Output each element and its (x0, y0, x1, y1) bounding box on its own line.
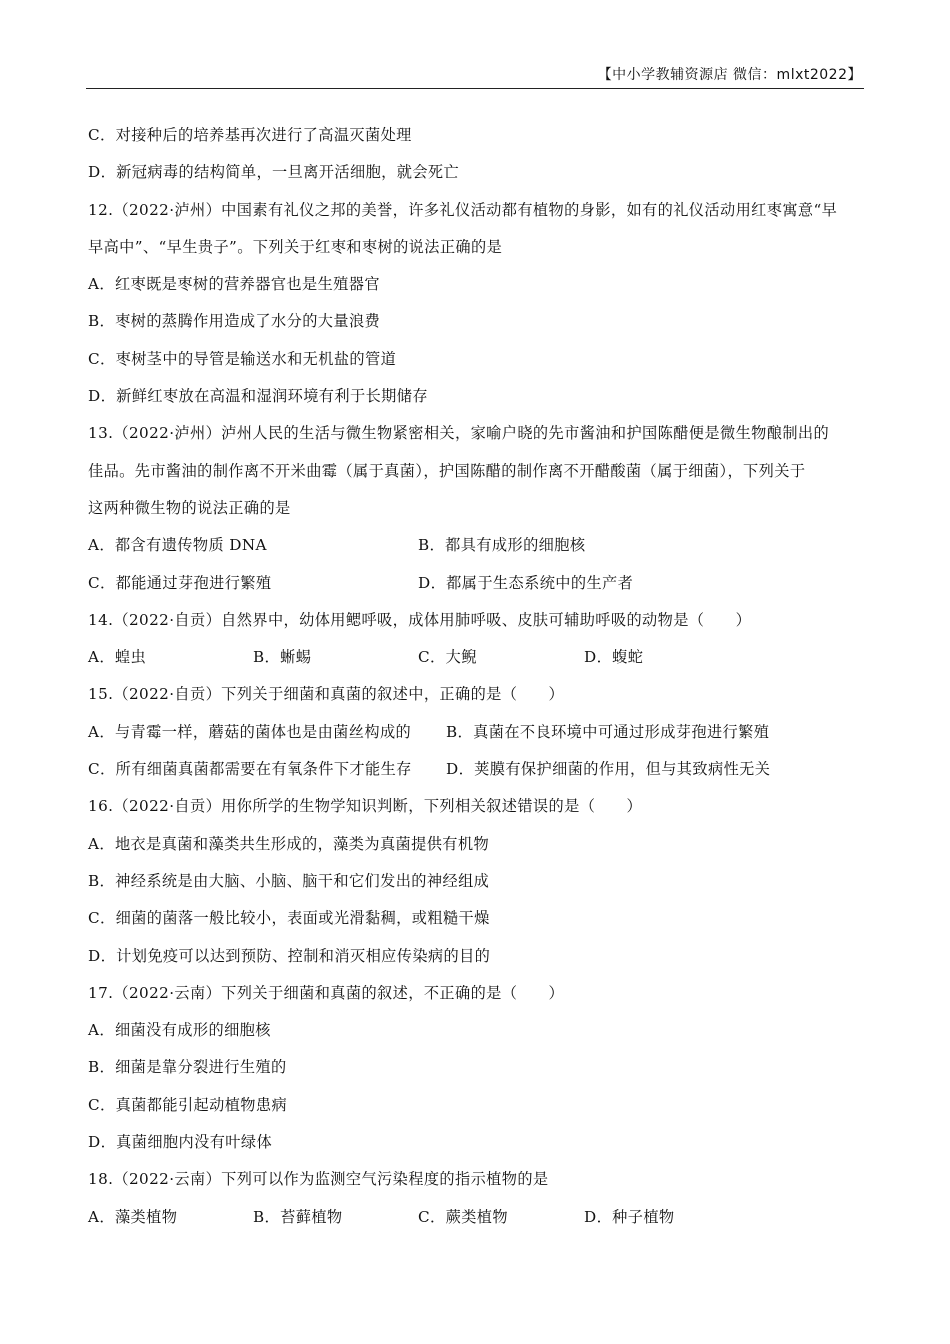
question-stem: 18.（2022·云南）下列可以作为监测空气污染程度的指示植物的是 (88, 1170, 549, 1189)
option-line: C．对接种后的培养基再次进行了高温灭菌处理 (88, 126, 412, 144)
option-line: B．枣树的蒸腾作用造成了水分的大量浪费 (88, 312, 381, 331)
option-d: D．真菌细胞内没有叶绿体 (88, 1133, 273, 1152)
question-stem: 佳品。先市酱油的制作离不开米曲霉（属于真菌），护国陈醋的制作离不开醋酸菌（属于细菌），下列关于 (88, 461, 806, 480)
option-b: B．真菌在不良环境中可通过形成芽孢进行繁殖 (446, 722, 770, 741)
question-stem: 16.（2022·自贡）用你所学的生物学知识判断，下列相关叙述错误的是（ ） (88, 797, 643, 816)
question-stem: 12.（2022·泸州）中国素有礼仪之邦的美誉，许多礼仪活动都有植物的身影，如有的礼仪活动用红枣寓意“早 (88, 200, 838, 219)
option-b: B．细菌是靠分裂进行生殖的 (88, 1058, 287, 1077)
question-stem: 17.（2022·云南）下列关于细菌和真菌的叙述，不正确的是（ ） (88, 983, 565, 1002)
option-row (88, 527, 868, 564)
option-c: C．蕨类植物 (418, 1207, 508, 1226)
option-a: A．与青霉一样，蘑菇的菌体也是由菌丝构成的 (88, 722, 412, 741)
option-row (88, 565, 868, 602)
option-line: D．新鲜红枣放在高温和湿润环境有利于长期储存 (88, 387, 428, 406)
option-line: C．枣树茎中的导管是输送水和无机盐的管道 (88, 349, 397, 368)
option-line: D．新冠病毒的结构简单，一旦离开活细胞，就会死亡 (88, 163, 460, 182)
question-stem: 早高中”、“早生贵子”。下列关于红枣和枣树的说法正确的是 (88, 237, 503, 256)
question-stem: 这两种微生物的说法正确的是 (88, 498, 291, 517)
option-b: B．苔藓植物 (253, 1207, 343, 1226)
option-d: D．蝮蛇 (584, 648, 644, 667)
option-a: A．地衣是真菌和藻类共生形成的，藻类为真菌提供有机物 (88, 834, 490, 853)
option-row (88, 751, 868, 788)
option-d: D．荚膜有保护细菌的作用，但与其致病性无关 (446, 760, 771, 779)
option-b: B．都具有成形的细胞核 (418, 536, 586, 555)
option-d: D．计划免疫可以达到预防、控制和消灭相应传染病的目的 (88, 946, 491, 965)
page-header: 【中小学教辅资源店 微信：mlxt2022】 (597, 67, 862, 83)
option-b: B．蜥蜴 (253, 648, 312, 667)
option-row (88, 714, 868, 751)
option-line: A．红枣既是枣树的营养器官也是生殖器官 (88, 275, 380, 294)
option-row (88, 1199, 868, 1236)
option-d: D．种子植物 (584, 1207, 675, 1226)
header-divider (86, 88, 864, 89)
option-a: A．都含有遗传物质 DNA (88, 536, 267, 555)
question-stem: 13.（2022·泸州）泸州人民的生活与微生物紧密相关，家喻户晓的先市酱油和护国陈醋便是微生物酿制出的 (88, 424, 830, 443)
option-a: A．藻类植物 (88, 1207, 178, 1226)
option-c: C．真菌都能引起动植物患病 (88, 1095, 288, 1114)
option-a: A．细菌没有成形的细胞核 (88, 1021, 271, 1040)
option-d: D．都属于生态系统中的生产者 (418, 573, 634, 592)
option-row (88, 639, 868, 676)
option-c: C．大鲵 (418, 648, 477, 667)
option-b: B．神经系统是由大脑、小脑、脑干和它们发出的神经组成 (88, 871, 490, 890)
question-content (88, 117, 868, 1236)
option-a: A．蝗虫 (88, 648, 147, 667)
option-c: C．都能通过芽孢进行繁殖 (88, 573, 272, 592)
option-c: C．细菌的菌落一般比较小，表面或光滑黏稠，或粗糙干燥 (88, 909, 490, 928)
question-stem: 14.（2022·自贡）自然界中，幼体用鳃呼吸，成体用肺呼吸、皮肤可辅助呼吸的动物是（ ） (88, 610, 752, 629)
option-c: C．所有细菌真菌都需要在有氧条件下才能生存 (88, 760, 412, 779)
question-stem: 15.（2022·自贡）下列关于细菌和真菌的叙述中，正确的是（ ） (88, 685, 565, 704)
